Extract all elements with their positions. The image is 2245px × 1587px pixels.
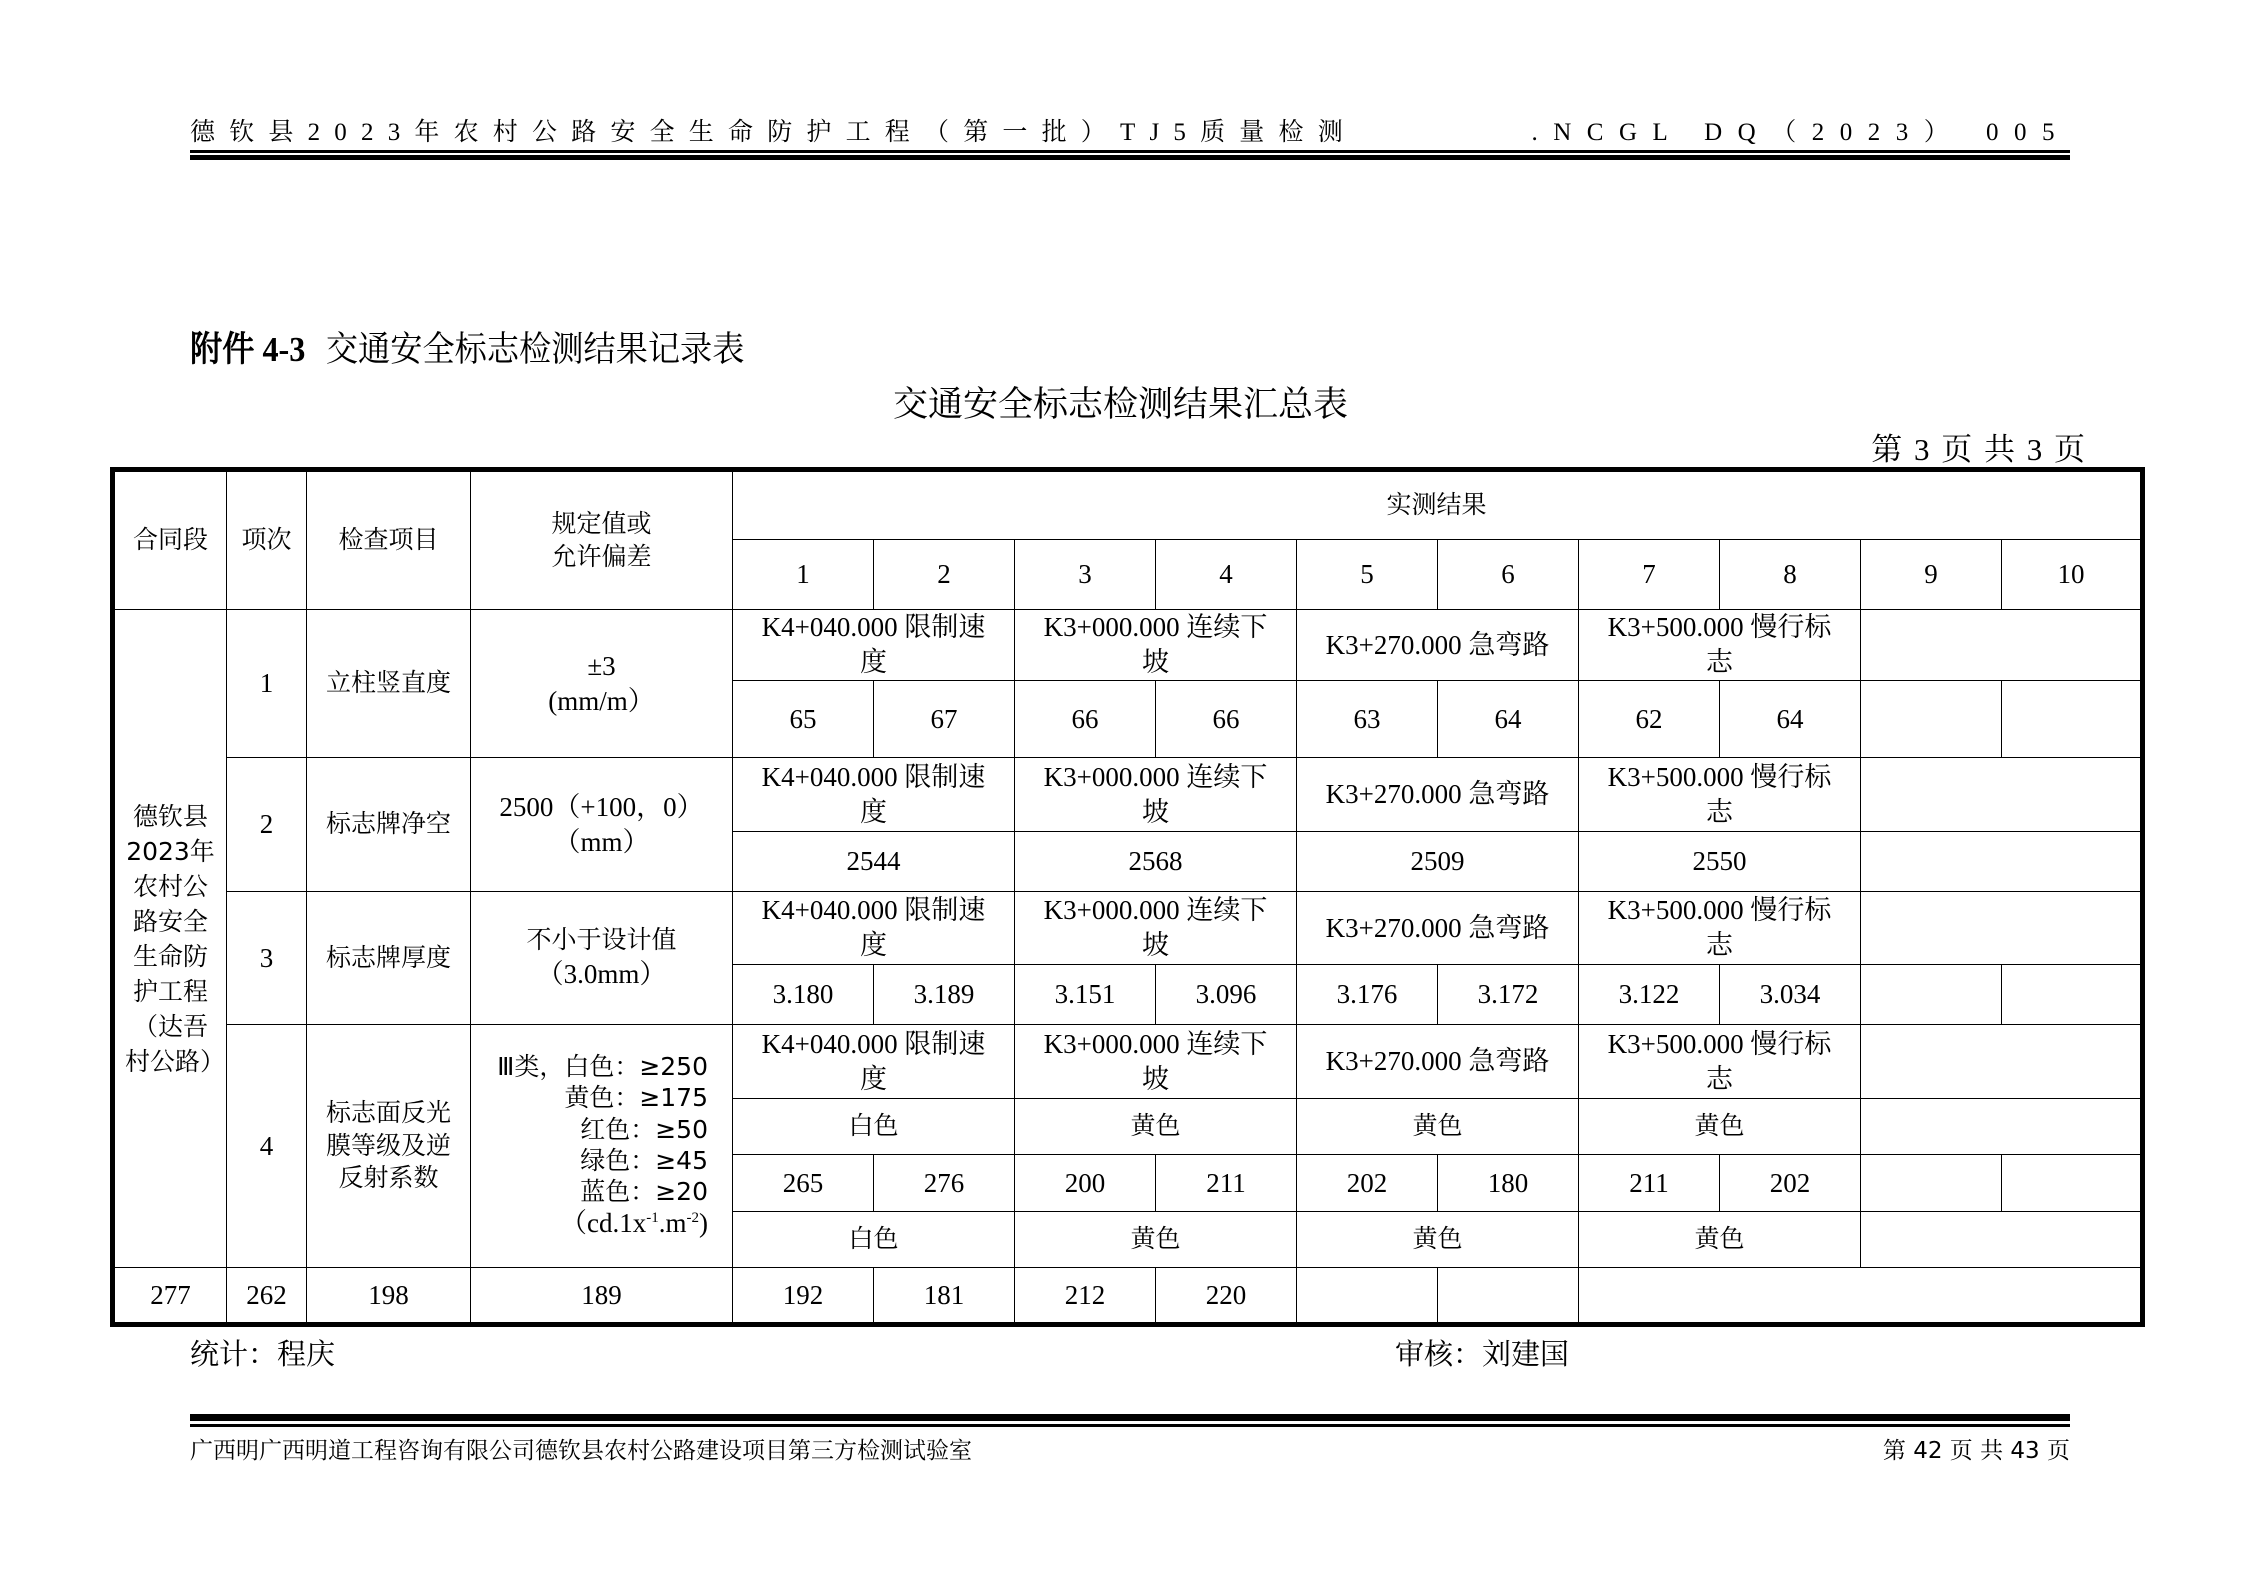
value-cell: 3.122 xyxy=(1579,965,1720,1025)
value-cell: 66 xyxy=(1015,681,1156,758)
value-cell xyxy=(2002,965,2143,1025)
item-no: 2 xyxy=(227,758,307,892)
location: K4+040.000 限制速度 xyxy=(733,758,1015,832)
spec-value: 不小于设计值 （3.0mm） xyxy=(471,892,733,1025)
review-signature: 审核：刘建国 xyxy=(1395,1337,1570,1371)
location: K3+000.000 连续下坡 xyxy=(1015,758,1297,832)
header-project-title: 德钦县2023年农村公路安全生命防护工程（第一批）TJ5质量检测 xyxy=(190,119,1357,146)
location: K3+000.000 连续下坡 xyxy=(1015,610,1297,681)
value-cell: 3.034 xyxy=(1720,965,1861,1025)
results-table xyxy=(110,467,2145,1327)
annex-label: 附件 4-3 xyxy=(190,330,306,369)
value-cell xyxy=(1861,681,2002,758)
film-color: 黄色 xyxy=(1015,1212,1297,1268)
location: K3+000.000 连续下坡 xyxy=(1015,892,1297,965)
film-color: 黄色 xyxy=(1297,1212,1579,1268)
value-cell: 67 xyxy=(874,681,1015,758)
value-cell: 189 xyxy=(471,1268,733,1325)
location: K3+000.000 连续下坡 xyxy=(1015,1025,1297,1099)
check-item: 标志牌净空 xyxy=(307,758,471,892)
film-color: 黄色 xyxy=(1015,1099,1297,1155)
table-page-info: 第 3 页 共 3 页 xyxy=(1871,432,2085,467)
value-cell: 220 xyxy=(1156,1268,1297,1325)
value-cell: 262 xyxy=(227,1268,307,1325)
value-cell: 64 xyxy=(1438,681,1579,758)
value-cell: 277 xyxy=(113,1268,227,1325)
value-cell: 265 xyxy=(733,1155,874,1212)
document-footer xyxy=(190,1432,2070,1465)
value-cell: 181 xyxy=(874,1268,1015,1325)
value-cell xyxy=(1297,1268,1438,1325)
film-color: 黄色 xyxy=(1297,1099,1579,1155)
value-cell: 202 xyxy=(1297,1155,1438,1212)
empty-cell xyxy=(1861,610,2143,681)
location: K3+270.000 急弯路 xyxy=(1297,610,1579,681)
location: K4+040.000 限制速度 xyxy=(733,892,1015,965)
footer-page-number: 第 42 页 共 43 页 xyxy=(1882,1438,2070,1464)
footer-rule-thin xyxy=(190,1424,2070,1427)
value-cell: 3.180 xyxy=(733,965,874,1025)
film-color: 白色 xyxy=(733,1212,1015,1268)
value-cell: 62 xyxy=(1579,681,1720,758)
check-item: 标志面反光膜等级及逆反射系数 xyxy=(307,1025,471,1268)
film-color: 白色 xyxy=(733,1099,1015,1155)
footer-rule-thick xyxy=(190,1414,2070,1421)
spec-value: ±3 (mm/m） xyxy=(471,610,733,758)
value-cell: 64 xyxy=(1720,681,1861,758)
item-no: 1 xyxy=(227,610,307,758)
value-cell: 211 xyxy=(1156,1155,1297,1212)
header-results: 实测结果 xyxy=(733,470,2143,540)
value-cell xyxy=(1861,965,2002,1025)
col-header: 1 xyxy=(733,540,874,610)
value-cell: 63 xyxy=(1297,681,1438,758)
document-header xyxy=(190,112,2070,148)
table-row xyxy=(113,610,2143,681)
table-row xyxy=(113,758,2143,832)
item-no: 3 xyxy=(227,892,307,1025)
value-cell xyxy=(1438,1268,1579,1325)
col-header: 2 xyxy=(874,540,1015,610)
header-check-item: 检查项目 xyxy=(307,470,471,610)
value-cell: 3.151 xyxy=(1015,965,1156,1025)
table-row xyxy=(113,1268,2143,1325)
location: K4+040.000 限制速度 xyxy=(733,1025,1015,1099)
empty-cell xyxy=(1861,758,2143,832)
annex-title-text: 交通安全标志检测结果记录表 xyxy=(325,330,745,370)
location: K3+500.000 慢行标志 xyxy=(1579,1025,1861,1099)
value-cell xyxy=(2002,681,2143,758)
value-cell: 2544 xyxy=(733,832,1015,892)
value-cell: 2509 xyxy=(1297,832,1579,892)
header-rule-thick xyxy=(190,155,2070,160)
col-header: 8 xyxy=(1720,540,1861,610)
table-row xyxy=(113,1025,2143,1099)
check-item: 立柱竖直度 xyxy=(307,610,471,758)
header-spec: 规定值或允许偏差 xyxy=(471,470,733,610)
value-cell: 3.189 xyxy=(874,965,1015,1025)
location: K3+500.000 慢行标志 xyxy=(1579,892,1861,965)
header-document-code: .NCGL DQ（2023） 005 xyxy=(1531,119,2070,146)
value-cell: 66 xyxy=(1156,681,1297,758)
empty-cell xyxy=(1861,832,2143,892)
col-header: 6 xyxy=(1438,540,1579,610)
header-contract-section: 合同段 xyxy=(113,470,227,610)
value-cell: 2550 xyxy=(1579,832,1861,892)
statistics-signature: 统计：程庆 xyxy=(190,1337,336,1371)
location: K3+270.000 急弯路 xyxy=(1297,892,1579,965)
col-header: 4 xyxy=(1156,540,1297,610)
location: K4+040.000 限制速度 xyxy=(733,610,1015,681)
location: K3+270.000 急弯路 xyxy=(1297,1025,1579,1099)
empty-cell xyxy=(1861,892,2143,965)
col-header: 10 xyxy=(2002,540,2143,610)
value-cell: 212 xyxy=(1015,1268,1156,1325)
header-item-no: 项次 xyxy=(227,470,307,610)
value-cell xyxy=(1861,1155,2002,1212)
location: K3+270.000 急弯路 xyxy=(1297,758,1579,832)
value-cell: 3.096 xyxy=(1156,965,1297,1025)
check-item: 标志牌厚度 xyxy=(307,892,471,1025)
contract-section-value: 德钦县2023年农村公路安全生命防护工程（达吾村公路） xyxy=(113,610,227,1268)
spec-unit: $(cd.1x^{-1}.m^{-2})$ xyxy=(560,1208,708,1239)
value-cell: 2568 xyxy=(1015,832,1297,892)
film-color: 黄色 xyxy=(1579,1099,1861,1155)
col-header: 3 xyxy=(1015,540,1156,610)
footer-organization: 广西明广西明道工程咨询有限公司德钦县农村公路建设项目第三方检测试验室 xyxy=(190,1438,972,1464)
spec-value: Ⅲ类，白色：≥250 黄色：≥175 红色：≥50 绿色：≥45 蓝色：≥20 $(cd.1x^{-1}.m^{-2})$ xyxy=(471,1025,733,1268)
value-cell: 65 xyxy=(733,681,874,758)
col-header: 5 xyxy=(1297,540,1438,610)
item-no: 4 xyxy=(227,1025,307,1268)
value-cell: 202 xyxy=(1720,1155,1861,1212)
table-title: 交通安全标志检测结果汇总表 xyxy=(892,385,1348,425)
col-header: 9 xyxy=(1861,540,2002,610)
value-cell: 192 xyxy=(733,1268,874,1325)
annex-title xyxy=(190,322,744,372)
value-cell: 211 xyxy=(1579,1155,1720,1212)
location: K3+500.000 慢行标志 xyxy=(1579,758,1861,832)
col-header: 7 xyxy=(1579,540,1720,610)
value-cell: 3.172 xyxy=(1438,965,1579,1025)
empty-cell xyxy=(1861,1025,2143,1099)
value-cell: 180 xyxy=(1438,1155,1579,1212)
value-cell: 198 xyxy=(307,1268,471,1325)
film-color: 黄色 xyxy=(1579,1212,1861,1268)
value-cell: 200 xyxy=(1015,1155,1156,1212)
empty-cell xyxy=(1861,1212,2143,1268)
header-rule-thin xyxy=(190,150,2070,153)
value-cell: 276 xyxy=(874,1155,1015,1212)
table-row xyxy=(113,892,2143,965)
empty-cell xyxy=(1861,1099,2143,1155)
spec-value: 2500（+100，0） （mm） xyxy=(471,758,733,892)
value-cell xyxy=(2002,1155,2143,1212)
location: K3+500.000 慢行标志 xyxy=(1579,610,1861,681)
value-cell: 3.176 xyxy=(1297,965,1438,1025)
